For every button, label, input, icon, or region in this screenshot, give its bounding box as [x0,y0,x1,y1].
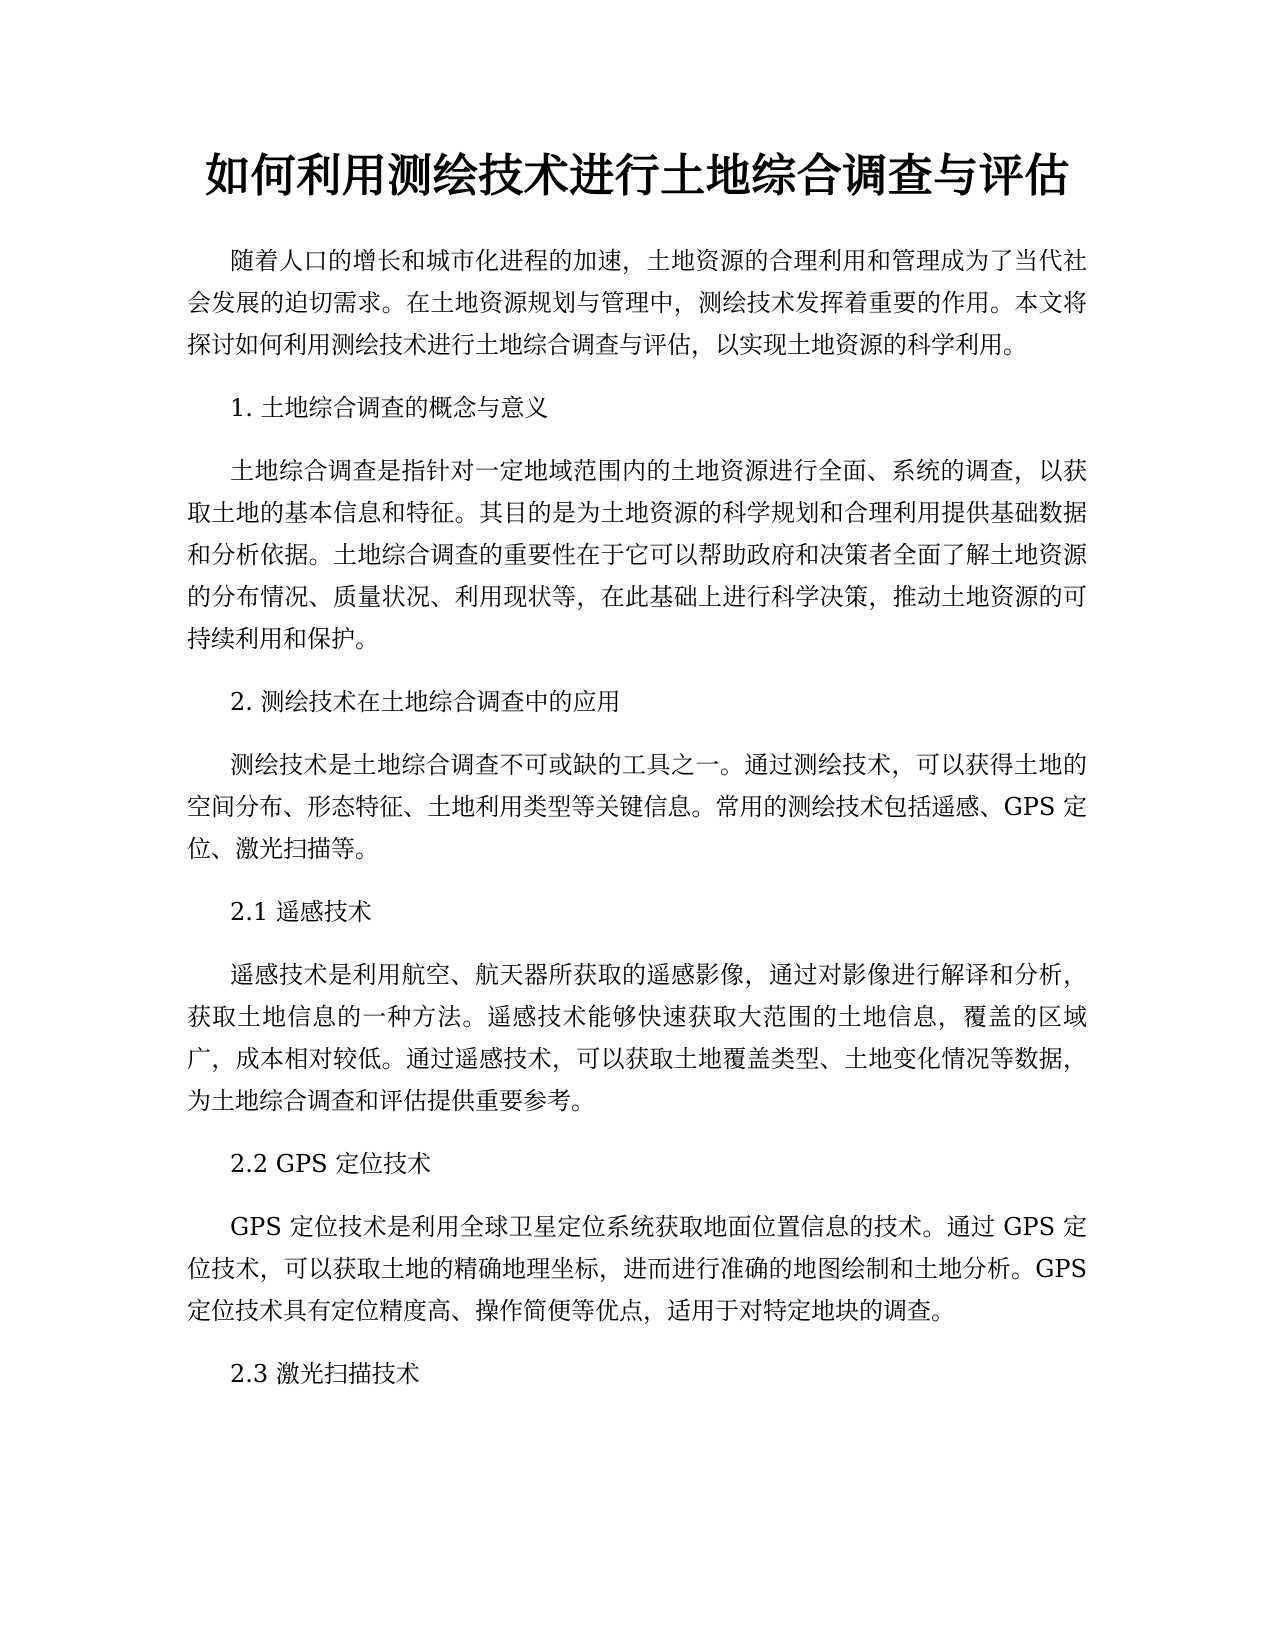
section-1-heading: 1. 土地综合调查的概念与意义 [230,394,549,422]
document-title: 如何利用测绘技术进行土地综合调查与评估 [205,149,1070,202]
intro-paragraph: 随着人口的增长和城市化进程的加速，土地资源的合理利用和管理成为了当代社会发展的迫切需求。在土地资源规划与管理中，测绘技术发挥着重要的作用。本文将探讨如何利用测绘技术进行土地综合调查与评估，以实现土地资源的科学利用。 [187,247,1087,359]
section-2-heading: 2. 测绘技术在土地综合调查中的应用 [230,688,621,716]
section-2-1-heading: 2.1 遥感技术 [230,898,372,926]
document-body [187,240,1087,1416]
section-2-2-heading: 2.2 GPS 定位技术 [230,1150,432,1178]
section-2-paragraph: 测绘技术是土地综合调查不可或缺的工具之一。通过测绘技术，可以获得土地的空间分布、形态特征、土地利用类型等关键信息。常用的测绘技术包括遥感、GPS 定位、激光扫描等。 [187,751,1087,863]
section-2-1-paragraph: 遥感技术是利用航空、航天器所获取的遥感影像，通过对影像进行解译和分析，获取土地信息的一种方法。遥感技术能够快速获取大范围的土地信息，覆盖的区域广，成本相对较低。通过遥感技术，可以获取土地覆盖类型、土地变化情况等数据，为土地综合调查和评估提供重要参考。 [187,961,1087,1115]
section-2-3-heading: 2.3 激光扫描技术 [230,1360,420,1388]
section-2-2-paragraph: GPS 定位技术是利用全球卫星定位系统获取地面位置信息的技术。通过 GPS 定位技术，可以获取土地的精确地理坐标，进而进行准确的地图绘制和土地分析。GPS 定位技术具有定位精度高、操作简便等优点，适用于对特定地块的调查。 [187,1213,1087,1325]
section-1-paragraph: 土地综合调查是指针对一定地域范围内的土地资源进行全面、系统的调查，以获取土地的基本信息和特征。其目的是为土地资源的科学规划和合理利用提供基础数据和分析依据。土地综合调查的重要性在于它可以帮助政府和决策者全面了解土地资源的分布情况、质量状况、利用现状等，在此基础上进行科学决策，推动土地资源的可持续利用和保护。 [187,457,1087,653]
